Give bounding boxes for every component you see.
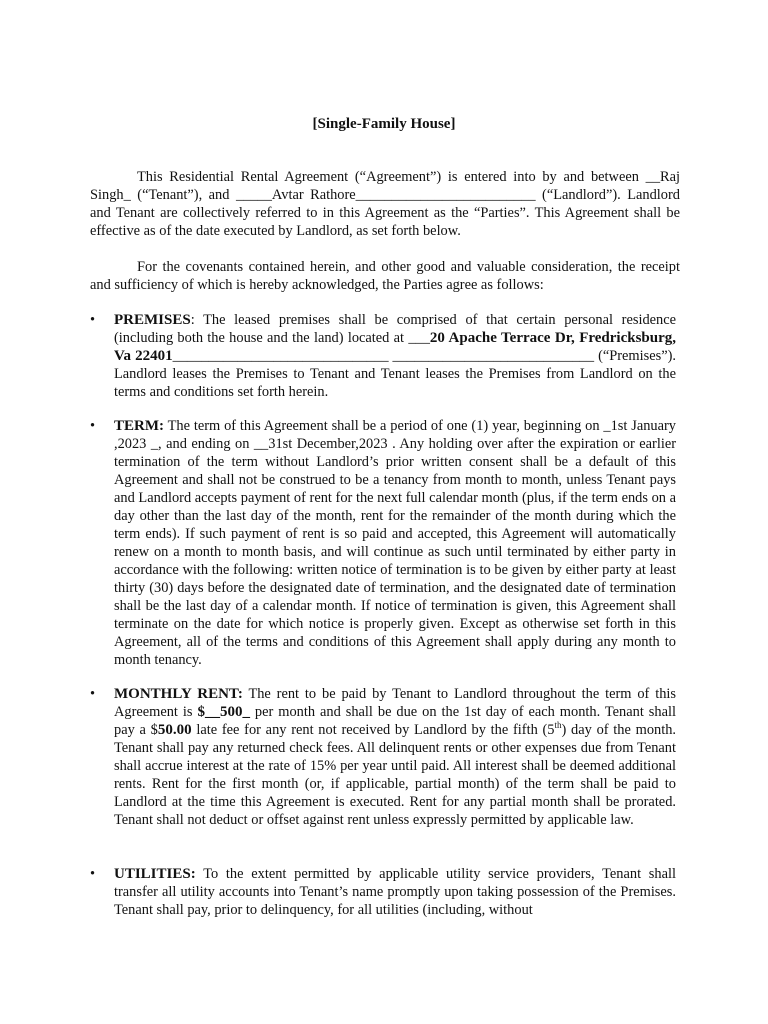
utilities-body [114, 865, 676, 919]
rent-text-b: per month and shall be due on the 1st day of each month. Tenant shall pay a $ [114, 704, 676, 738]
premises-heading: PREMISES [114, 312, 191, 328]
premises-text-a: : The leased premises shall be comprised of that certain personal residence (including both the house and the land) located at ___ [114, 312, 676, 346]
term-body [114, 417, 676, 669]
late-fee-amount: 50.00 [157, 722, 192, 738]
section-utilities [90, 865, 690, 919]
intro-paragraph-consideration [90, 258, 680, 294]
rent-text-a: The rent to be paid by Tenant to Landlord throughout the term of this Agreement is [114, 686, 676, 720]
bullet-icon: • [90, 866, 96, 882]
rent-text-d: ) day of the month. Tenant shall pay any returned check fees. All delinquent rents or other expenses due from Tenant shall accrue interest at the rate of 15% per year until paid. All interest shall be deemed additional rents. Rent for the first month (or, if applicable, partial month) of the term shall be paid to Landlord at the time this Agreement is executed. Rent for any partial month shall be prorated. Tenant shall not deduct or offset against rent unless expressly permitted by applicable law. [114, 722, 676, 828]
section-premises [90, 311, 690, 401]
term-text: The term of this Agreement shall be a period of one (1) year, beginning on _1st January ,2023 _, and ending on __31st December,2023 . Any holding over after the expiration or earlier termination of the term without Landlord’s prior written consent shall be a default of this Agreement and shall not be construed to be a tenancy from month to month, unless Tenant pays and Landlord accepts payment of rent for the next full calendar month (plus, if the term ends on a day other than the last day of the month, rent for the remainder of the month during which the term ends). If such payment of rent is so paid and accepted, this Agreement will automatically renew on a month to month basis, and will continue as such until terminated by either party in accordance with the following: written notice of termination is to be given by either party at least thirty (30) days before the designated date of termination, and the designated date of termination shall be the last day of a calendar month. If notice of termination is given, this Agreement shall terminate on the date for which notice is properly given. Except as otherwise set forth in this Agreement, all of the terms and conditions of this Agreement shall apply during any month to month tenancy. [114, 418, 676, 668]
rent-heading: MONTHLY RENT: [114, 686, 243, 702]
intro-parties-text: This Residential Rental Agreement (“Agreement”) is entered into by and between __Raj Singh_ (“Tenant”), and _____Avtar Rathore_________________________ (“Landlord”). Landlord and Tenant are collectively referred to in this Agreement as the “Parties”. This Agreement shall be effective as of the date executed by Landlord, as set forth below. [90, 169, 680, 239]
bullet-icon: • [90, 312, 96, 328]
bullet-icon: • [90, 686, 96, 702]
bullet-icon: • [90, 418, 96, 434]
document-title: [Single-Family House] [312, 116, 456, 132]
intro-consideration-text: For the covenants contained herein, and other good and valuable consideration, the receipt and sufficiency of which is hereby acknowledged, the Parties agree as follows: [90, 259, 680, 293]
rent-body [114, 685, 676, 829]
premises-address: 20 Apache Terrace Dr, Fredricksburg, Va 22401 [114, 330, 676, 364]
rent-superscript: th [554, 720, 562, 731]
utilities-heading: UTILITIES: [114, 866, 196, 882]
section-monthly-rent [90, 685, 690, 829]
rent-amount: $__500_ [197, 704, 250, 720]
premises-text-b: ______________________________ ____________________________ (“Premises”). Landlord leases the Premises to Tenant and Tenant leases the Premises from Landlord on the terms and conditions set forth herein. [114, 348, 676, 400]
premises-body [114, 311, 676, 401]
term-heading: TERM: [114, 418, 164, 434]
utilities-text: To the extent permitted by applicable utility service providers, Tenant shall transfer all utility accounts into Tenant’s name promptly upon taking possession of the Premises. Tenant shall pay, prior to delinquency, for all utilities (including, without [114, 866, 676, 918]
rent-text-c: late fee for any rent not received by Landlord by the fifth (5 [191, 722, 555, 738]
intro-paragraph-parties [90, 168, 680, 240]
section-term [90, 417, 690, 669]
